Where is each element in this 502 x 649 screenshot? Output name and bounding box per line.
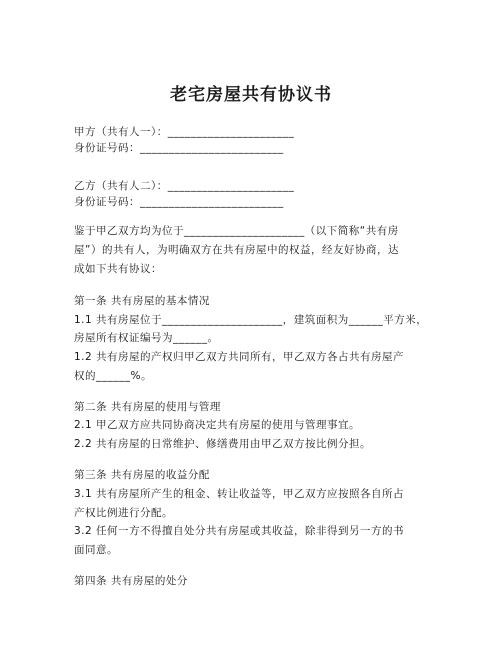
clause-3-2-line-1: 3.2 任何一方不得擅自处分共有房屋或其收益，除非得到另一方的书 xyxy=(74,525,405,537)
clause-2-2: 2.2 共有房屋的日常维护、修缮费用由甲乙双方按比例分担。 xyxy=(74,438,372,450)
preamble-line-1: 鉴于甲乙双方均为位于_____________________（以下简称“共有房 xyxy=(74,225,399,237)
clause-1-2-line-2: 权的______%。 xyxy=(74,370,152,382)
party-a-id-line: 身份证号码：_________________________ xyxy=(74,142,284,154)
preamble-line-3: 成如下共有协议： xyxy=(74,263,162,275)
clause-1-2-line-1: 1.2 共有房屋的产权归甲乙双方共同所有，甲乙双方各占共有房屋产 xyxy=(74,351,405,363)
article-4-heading: 第四条 共有房屋的处分 xyxy=(74,575,188,587)
clause-3-2-line-2: 面同意。 xyxy=(74,544,118,556)
article-3-heading: 第三条 共有房屋的收益分配 xyxy=(74,469,210,481)
article-1-heading: 第一条 共有房屋的基本情况 xyxy=(74,295,210,307)
article-2-heading: 第二条 共有房屋的使用与管理 xyxy=(74,401,221,413)
clause-3-1-line-1: 3.1 共有房屋所产生的租金、转让收益等，甲乙双方应按照各自所占 xyxy=(74,488,405,500)
clause-2-1: 2.1 甲乙双方应共同协商决定共有房屋的使用与管理事宜。 xyxy=(74,419,361,431)
party-b-line: 乙方（共有人二）：______________________ xyxy=(74,180,295,192)
clause-1-1-line-2: 房屋所有权证编号为______。 xyxy=(74,332,219,344)
party-b-id-line: 身份证号码：_________________________ xyxy=(74,196,284,208)
clause-3-1-line-2: 产权比例进行分配。 xyxy=(74,507,173,519)
party-a-line: 甲方（共有人一）：______________________ xyxy=(74,126,295,138)
clause-1-1-line-1: 1.1 共有房屋位于_____________________，建筑面积为______平方米， xyxy=(74,314,428,326)
preamble-line-2: 屋”）的共有人，为明确双方在共有房屋中的权益，经友好协商，达 xyxy=(74,244,399,256)
document-title: 老宅房屋共有协议书 xyxy=(170,85,332,105)
